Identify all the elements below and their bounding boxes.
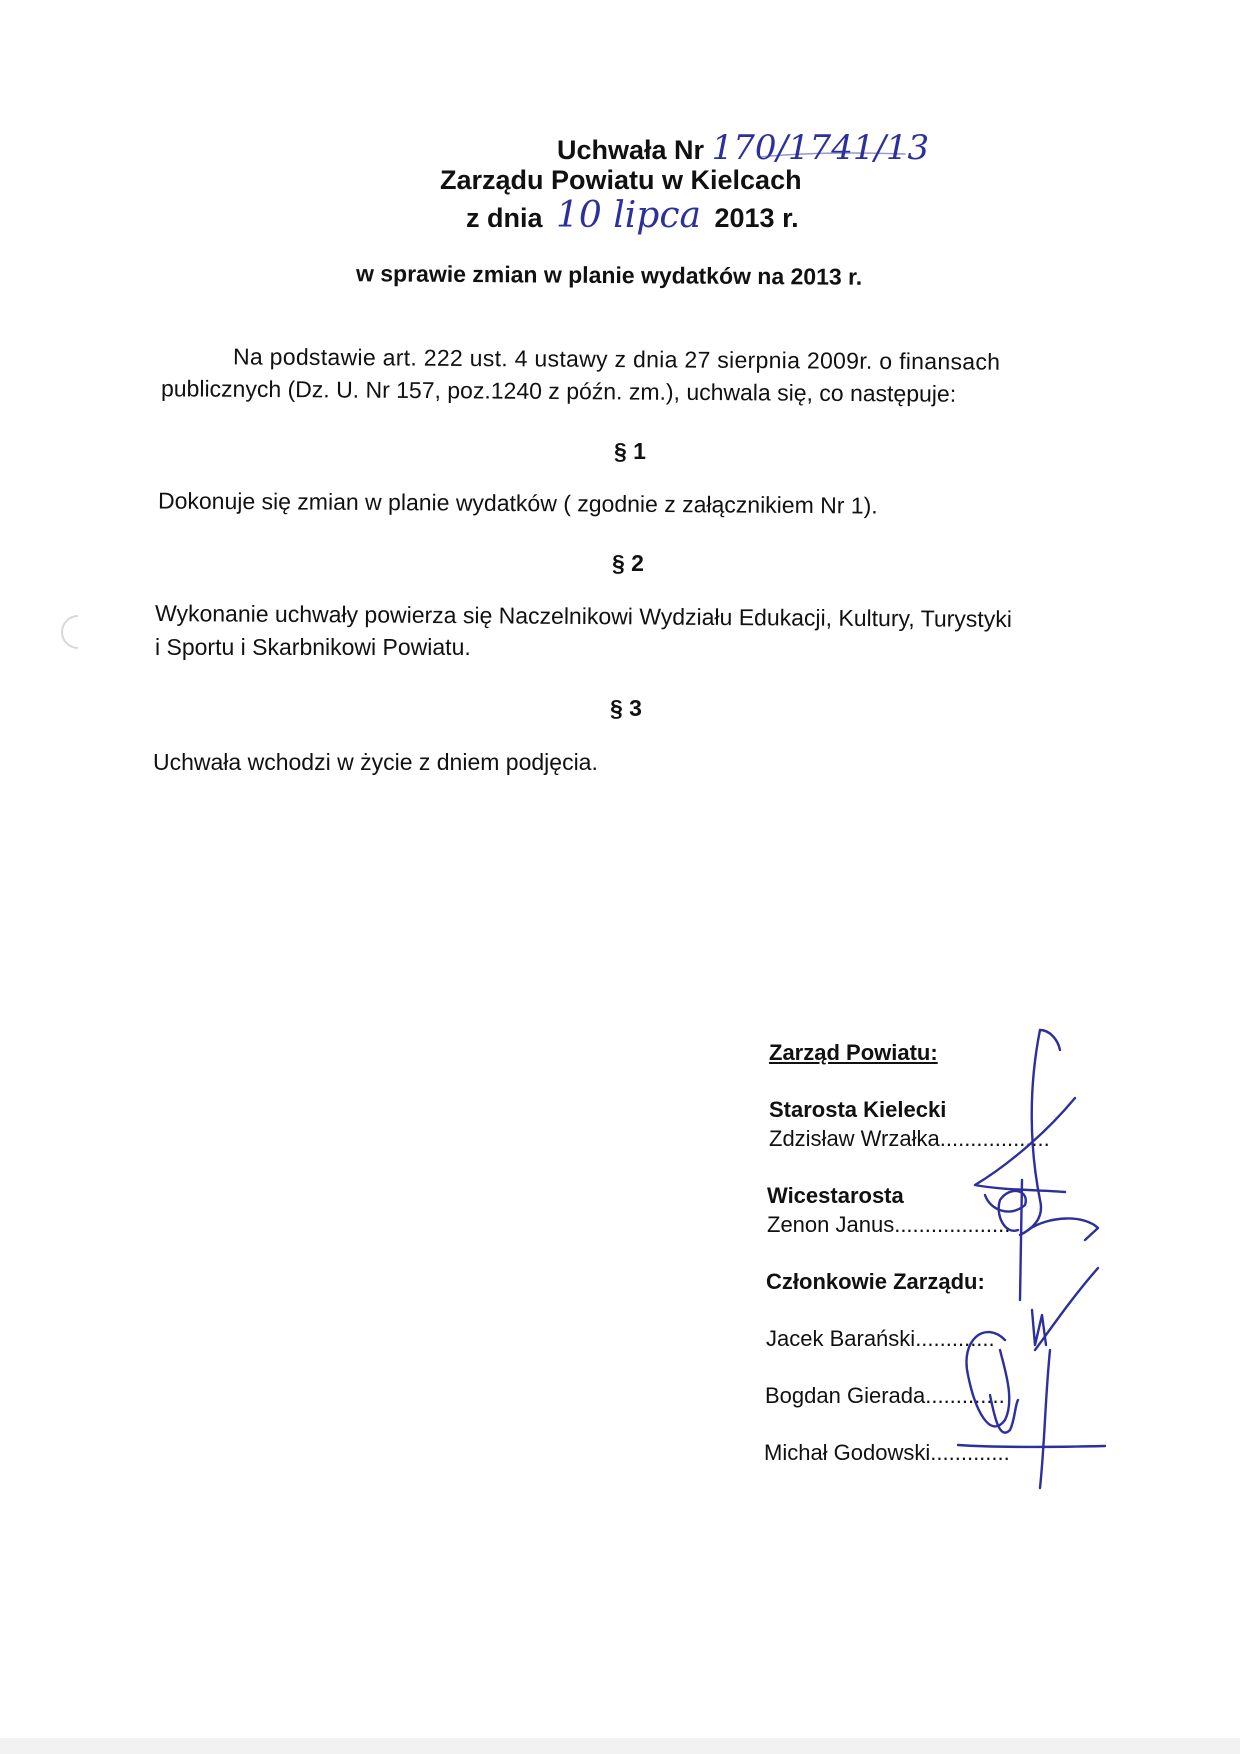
member-1-signature-line <box>766 1326 995 1352</box>
starosta-role: Starosta Kielecki <box>769 1097 947 1122</box>
scan-edge <box>0 1738 1240 1754</box>
legal-basis-line-1: Na podstawie art. 222 ust. 4 ustawy z dnia 27 sierpnia 2009r. o finansach <box>232 343 1001 375</box>
ink-stroke-member-3 <box>1032 1310 1046 1345</box>
resolution-label: Uchwała Nr <box>557 135 705 165</box>
handwritten-resolution-number: 170/1741/13 <box>711 128 930 168</box>
ink-stroke-starosta-2 <box>1040 1030 1060 1050</box>
ink-stroke-wicestarosta-2 <box>1028 1218 1098 1240</box>
issuer-line: Zarządu Powiatu w Kielcach <box>440 165 802 195</box>
section-3-mark: § 3 <box>610 695 642 721</box>
ink-stroke-member-5 <box>1040 1350 1050 1488</box>
signature-dots: ............. <box>925 1383 1005 1408</box>
resolution-number-line <box>557 128 929 168</box>
section-1-mark: § 1 <box>614 438 646 464</box>
signature-dots: ............. <box>930 1440 1010 1465</box>
member-2-name: Bogdan Gierada <box>765 1383 926 1408</box>
member-2-signature-line <box>765 1383 1005 1409</box>
member-1-name: Jacek Barański <box>766 1326 916 1351</box>
scan-hole-mark <box>62 616 78 648</box>
signature-dots: .................. <box>939 1126 1050 1151</box>
section-2-text-line-2: i Sportu i Skarbnikowi Powiatu. <box>155 634 471 660</box>
date-label: z dnia <box>466 203 543 233</box>
date-year: 2013 r. <box>714 203 799 233</box>
signature-dots: ................... <box>894 1212 1011 1237</box>
ink-stroke-member-1 <box>1035 1268 1098 1350</box>
member-3-signature-line <box>764 1440 1010 1466</box>
ink-stroke-wicestarosta-3 <box>1020 1180 1022 1300</box>
section-2-mark: § 2 <box>612 550 644 576</box>
legal-basis-line-2: publicznych (Dz. U. Nr 157, poz.1240 z późn. zm.), uchwala się, co następuje: <box>160 375 957 407</box>
wicestarosta-name: Zenon Janus <box>767 1212 895 1237</box>
starosta-name: Zdzisław Wrzałka <box>769 1126 940 1151</box>
starosta-signature-line <box>769 1126 1050 1152</box>
section-3-text: Uchwała wchodzi w życie z dniem podjęcia. <box>153 749 598 775</box>
wicestarosta-role: Wicestarosta <box>767 1183 904 1208</box>
wicestarosta-signature-line <box>767 1212 1010 1238</box>
resolution-subject: w sprawie zmian w planie wydatków na 2013 r. <box>355 260 863 290</box>
member-3-name: Michał Godowski <box>764 1440 931 1465</box>
members-heading: Członkowie Zarządu: <box>766 1269 985 1294</box>
board-heading: Zarząd Powiatu: <box>769 1040 938 1065</box>
section-2-text-line-1: Wykonanie uchwały powierza się Naczelnikowi Wydziału Edukacji, Kultury, Turystyki <box>154 600 1012 632</box>
date-line <box>466 195 799 236</box>
signature-dots: ............. <box>915 1326 995 1351</box>
section-1-text: Dokonuje się zmian w planie wydatków ( zgodnie z załącznikiem Nr 1). <box>157 487 878 519</box>
handwritten-date: 10 lipca <box>556 195 701 236</box>
